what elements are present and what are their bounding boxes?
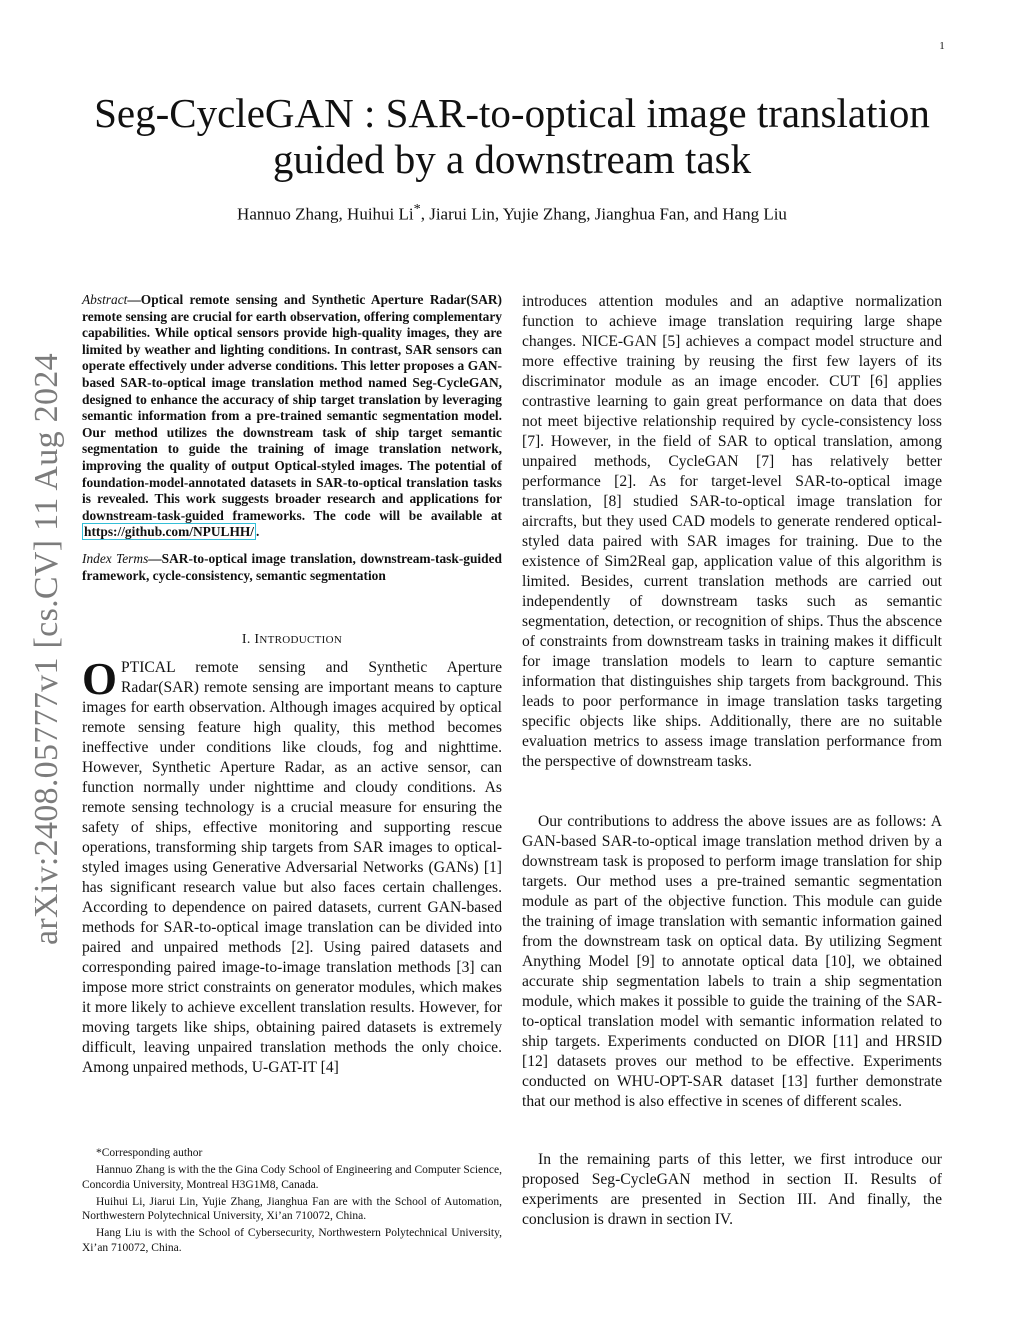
paper-title-line-1: Seg-CycleGAN : SAR-to-optical image translation xyxy=(94,90,930,136)
page-number: 1 xyxy=(939,40,945,52)
abstract-label: Abstract xyxy=(82,292,128,307)
paper-title-line-2: guided by a downstream task xyxy=(272,136,752,182)
footnotes xyxy=(82,1146,502,1255)
authors-before-mark: Hannuo Zhang, Huihui Li xyxy=(237,204,414,224)
abstract-dash: — xyxy=(127,292,141,307)
section-heading-introduction xyxy=(82,630,502,650)
paper-title xyxy=(60,90,964,182)
left-column xyxy=(82,292,502,1078)
contributions-paragraph: Our contributions to address the above issues are as follows: A GAN-based SAR-to-optical image translation method driven by a downstream task is proposed to perform image translation for ship targets. Our method uses a pre-trained semantic segmentation module as part of the objective function. This module can guide the training of image translation with semantic information gained from the downstream task on optical data. By utilizing Segment Anything Model [9] to annotate optical data [10], we obtained accurate ship segmentation labels to train a ship segmentation module, which makes it possible to guide the training of the SAR-to-optical translation model with semantic information related to ship targets. Experiments conducted on DIOR [11] and HRSID [12] datasets proves our method to be effective. Experiments conducted on WHU-OPT-SAR dataset [13] further demonstrate that our method is also effective in scenes of different scales. xyxy=(522,813,942,1110)
section-heading-initial: I xyxy=(254,632,260,648)
intro-paragraph-2: introduces attention modules and an adaptive normalization function to achieve image translation requiring large shape changes. NICE-GAN [5] achieves a compact model structure and more effective training by reusing the first few layers of its discriminator module as an image encoder. CUT [6] applies contrastive learning to gain great performance on data that does not meet bijective relationship required by cycle-consistency loss [7]. However, in the field of SAR to optical translation, among unpaired methods, CycleGAN [7] has relatively better performance [2]. As for target-level SAR-to-optical image translation, [8] studied SAR-to-optical image translation for aircrafts, but they used CAD models to generate rendered optical-styled data paired with SAR images for training. Due to the existence of Sim2Real gap, application value of this algorithm is limited. Besides, current translation methods are carried out independently of downstream tasks such as semantic segmentation, detection, or recognition of ships. Thus the abscence of constraints from downstream tasks in training makes it difficult for image translation models to learn to capture semantic information that distinguishes ship targets from background. This leads to poor performance in image translation tasks targeting specific objects like ships. Additionally, there are no suitable evaluation metrics to assess image translation performance from the perspective of downstream tasks. xyxy=(522,293,942,770)
intro-paragraph-1-text: PTICAL remote sensing and Synthetic Aperture Radar(SAR) remote sensing are important means to capture images for earth observation. Although images acquired by optical remote sensing feature high quality, this method becomes ineffective under conditions like clouds, fog and nighttime. However, Synthetic Aperture Radar, as an active sensor, can function normally under nighttime and cloudy conditions. As remote sensing technology is a crucial measure for ensuring the safety of ships, effective monitoring and supporting rescue operations, transforming ship targets from SAR images to optical-styled images using Generative Adversarial Networks (GANs) [1] has significant research value but also faces certain challenges. According to dependence on paired datasets, current GAN-based methods for SAR-to-optical image translation can be divided into paired and unpaired methods [2]. Using paired datasets and corresponding paired image-to-image translation methods [3] can impose more strict constraints on generator modules, which makes it more likely to achieve excellent translation results. However, for moving targets like ships, obtaining paired datasets is extremely difficult, leaving unpaired translation methods the only choice. Among unpaired methods, U-GAT-IT [4] xyxy=(82,659,502,1077)
arxiv-identifier-stamp: arXiv:2408.05777v1 [cs.CV] 11 Aug 2024 xyxy=(28,353,65,945)
index-terms-label: Index Terms xyxy=(82,550,149,566)
index-terms-text: SAR-to-optical image translation, downstream-task-guided framework, cycle-consistency, semantic segmentation xyxy=(82,550,502,583)
abstract xyxy=(82,292,502,541)
author-list xyxy=(60,198,964,226)
footnote-affiliation-1: Hannuo Zhang is with the the Gina Cody School of Engineering and Computer Science, Concordia University, Montreal H3G1M8, Canada. xyxy=(82,1164,502,1191)
right-column xyxy=(522,292,942,1230)
authors-after-mark: , Jiarui Lin, Yujie Zhang, Jianghua Fan, and Hang Liu xyxy=(420,204,787,224)
section-numeral: I. xyxy=(241,632,255,648)
footnote-affiliation-3: Hang Liu is with the School of Cybersecurity, Northwestern Polytechnical University, Xi’an 710072, China. xyxy=(82,1227,502,1254)
footnote-affiliation-2: Huihui Li, Jiarui Lin, Yujie Zhang, Jianghua Fan are with the School of Automation, Northwestern Polytechnical University, Xi’an 710072, China. xyxy=(82,1195,502,1223)
index-terms xyxy=(82,551,502,584)
intro-paragraph-1 xyxy=(82,654,502,1078)
outline-paragraph: In the remaining parts of this letter, we first introduce our proposed Seg-CycleGAN method in section II. Results of experiments are presented in Section III. And finally, the conclusion is drawn in section IV. xyxy=(522,1151,942,1228)
abstract-end: . xyxy=(256,524,260,540)
dropcap-letter: O xyxy=(82,654,118,705)
abstract-text: Optical remote sensing and Synthetic Aperture Radar(SAR) remote sensing are crucial for earth observation, offering complementary capabilities. While optical sensors provide high-quality images, they are limited by weather and lighting conditions. In contrast, SAR sensors can operate effectively under adverse conditions. This letter proposes a GAN-based SAR-to-optical image translation method named Seg-CycleGAN, designed to enhance the accuracy of ship target translation by leveraging semantic information from a pre-trained semantic segmentation model. Our method utilizes the downstream task of ship target semantic segmentation to guide the training of image translation network, improving the quality of output Optical-styled images. The potential of foundation-model-annotated datasets in SAR-to-optical translation tasks is revealed. This work suggests broader research and applications for downstream-task-guided frameworks. The code will be available at xyxy=(82,292,502,523)
index-terms-dash: — xyxy=(148,550,162,566)
code-link[interactable]: https://github.com/NPULHH/ xyxy=(84,524,255,540)
section-heading-rest: NTRODUCTION xyxy=(259,634,343,647)
footnote-corresponding: *Corresponding author xyxy=(96,1147,203,1159)
corresponding-mark: * xyxy=(413,201,421,217)
